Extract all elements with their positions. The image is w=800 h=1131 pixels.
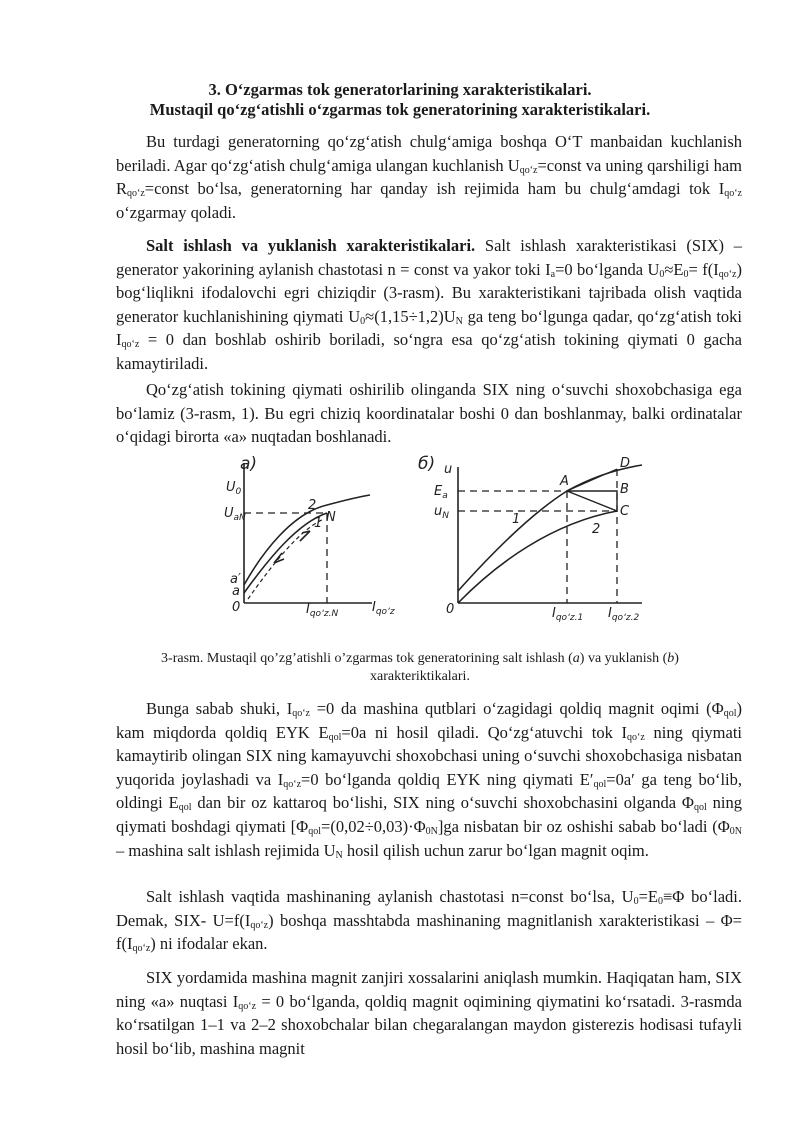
b-point-d: D [620, 456, 631, 471]
b-y-axis-label: u [444, 462, 453, 477]
b-point-a: A [560, 474, 569, 489]
b-triangle-abc [567, 491, 617, 511]
b-ea-label: $E_a$ [434, 484, 448, 501]
figure-caption-line2: xarakteriktikalari. [370, 669, 470, 684]
b-x-tick-1-label: $I_{qo‘z.1}$ [552, 606, 584, 623]
a-curve-descending [244, 495, 370, 585]
paragraph-magnetization: Salt ishlash vaqtida mashinaning aylanish chastotasi n=const bo‘lsa, $U_0=E_0\equiv\Phi$ bo‘ladi. Demak, SIX- $U=f(I_{qo‘z})$ boshqa masshtabda mashinaning magnitlanish xarakteristikasi – $\Phi= f(I_{qo‘z})$ ni ifodalar ekan. [116, 887, 742, 955]
a-point-n-label: N [326, 510, 336, 525]
b-curve-2-label: 2 [592, 522, 601, 537]
paragraph-intro: Bu turdagi generatorning qo‘zg‘atish chulg‘amiga boshqa O‘T manbaidan kuchlanish beriladi. Agar qo‘zg‘atish chulg‘amiga ulangan kuchlanish $U_{qo‘z}=const$ va uning qarshiligi ham $R_{qo‘z}=const$ bo‘lsa, generatorning har qanday ish rejimida ham bu chulg‘amdagi tok $I_{qo‘z}$ o‘zgarmay qoladi. [116, 132, 743, 222]
b-line-ad [567, 469, 617, 491]
a-curve-2-label: 2 [308, 498, 317, 513]
a-point-a: a [232, 584, 240, 599]
paragraph-six-definition: Salt ishlash va yuklanish xarakteristikalari. Salt ishlash xarakteristikasi (SIX) – generator yakorining aylanish chastotasi n = const va yakor toki $I_a=0$ bo‘lganda $U_0\approx E_0= f(I_{qo‘z})$ bog‘liqlikni ifodalovchi egri chiziqdir (3-rasm). Bu xarakteristikani tajribada olish vaqtida generator kuchlanishining qiymati $U_0\approx(1,15\div 1,2)U_N$ ga teng bo‘lgunga qadar, qo‘zg‘atish toki $I_{qo‘z} = 0$ dan boshlab oshirib boriladi, so‘ngra esa qo‘zg‘atish tokining qiymati 0 gacha kamaytiriladi. [116, 236, 742, 373]
b-point-c: C [620, 504, 630, 519]
b-curve-six [458, 465, 642, 591]
paragraph-heading: Salt ishlash va yuklanish xarakteristikalari. [146, 236, 476, 255]
figure-panel-a [244, 463, 372, 603]
a-panel-label: a) [240, 454, 258, 474]
b-un-label: $u_N$ [434, 504, 449, 521]
figure-panel-b-labels [418, 454, 640, 623]
figure-caption: 3-rasm. Mustaqil qo’zg’atishli o’zgarmas tok generatorining salt ishlash (a) va yuklanish (b) [161, 651, 679, 666]
b-origin-label: 0 [446, 602, 455, 617]
a-x-axis-label: $I_{qo‘z}$ [372, 600, 395, 617]
paragraph-residual-flux: Bunga sabab shuki, $I_{qo‘z} =0$ da mashina qutblari o‘zagidagi qoldiq magnit oqimi $(\Phi_{qol})$ kam miqdorda qoldiq EYK $E_{qol}=0a$ ni hosil qiladi. Qo‘zg‘atuvchi tok $I_{qo‘z}$ ning qiymati kamaytirib olingan SIX ning kamayuvchi shoxobchasi uning o‘suvchi shoxobchasiga nisbatan yuqorida joylashadi va $I_{qo‘z}=0$ bo‘lganda qoldiq EYK ning qiymati $E'_{qol}=0a'$ ga teng bo‘lib, oldingi $E_{qol}$ dan bir oz kattaroq bo‘lishi, SIX ning o‘suvchi shoxobchasini olganda $\Phi_{qol}$ ning qiymati boshdagi qiymati $[\Phi_{qol}=(0,02\div 0,03)\cdot\Phi_{0N}]ga$ nisbatan bir oz oshishi sabab bo‘ladi ($\Phi_{0N}$ – mashina salt ishlash rejimida $U_N$ hosil qilish uchun zarur bo‘lgan magnit oqim. [116, 699, 743, 861]
a-point-a-prime: a′ [230, 572, 241, 587]
a-uan-label: $U_{aN}$ [224, 506, 246, 523]
figure-panel-b [458, 465, 642, 603]
b-panel-label: б) [418, 454, 436, 474]
a-curve-dashed [248, 519, 324, 599]
b-curve-1-label: 1 [512, 512, 521, 527]
b-x-tick-2-label: $I_{qo‘z.2}$ [608, 606, 640, 623]
paragraph-magnetic-circuit: SIX yordamida mashina magnit zanjiri xossalarini aniqlash mumkin. Haqiqatan ham, SIX ning «a» nuqtasi $I_{qo‘z} = 0$ bo‘lganda, qoldiq magnit oqimining qiymatini ko‘rsatadi. 3-rasmda ko‘rsatilgan 1–1 va 2–2 shoxobchalar bilan chegaralangan maydon gisterezis hodisasi tufayli hosil bo‘lib, mashina magnit [116, 968, 742, 1058]
paragraph-rising-branch: Qo‘zg‘atish tokining qiymati oshirilib olinganda SIX ning o‘suvchi shoxobchasiga ega bo‘lamiz (3-rasm, 1). Bu egri chiziq koordinatalar boshi 0 dan boshlanmay, balki ordinatalar o‘qidagi birorta «a» nuqtadan boshlanadi. [116, 380, 742, 447]
figure-3 [222, 453, 662, 628]
section-title: 3. O‘zgarmas tok generatorlarining xarakteristikalari. [208, 80, 592, 99]
a-curve-1-label: 1 [314, 516, 323, 531]
a-x-tick-label: $I_{qo‘z.N}$ [306, 602, 339, 619]
a-y-axis-label: $U_0$ [226, 480, 242, 497]
a-origin-label: 0 [232, 600, 241, 615]
figure-panel-a-labels [224, 454, 395, 619]
arrow-up-icon [300, 531, 310, 541]
section-subtitle: Mustaqil qo‘zg‘atishli o‘zgarmas tok generatorining xarakteristikalari. [149, 100, 651, 119]
b-point-b: B [620, 482, 629, 497]
